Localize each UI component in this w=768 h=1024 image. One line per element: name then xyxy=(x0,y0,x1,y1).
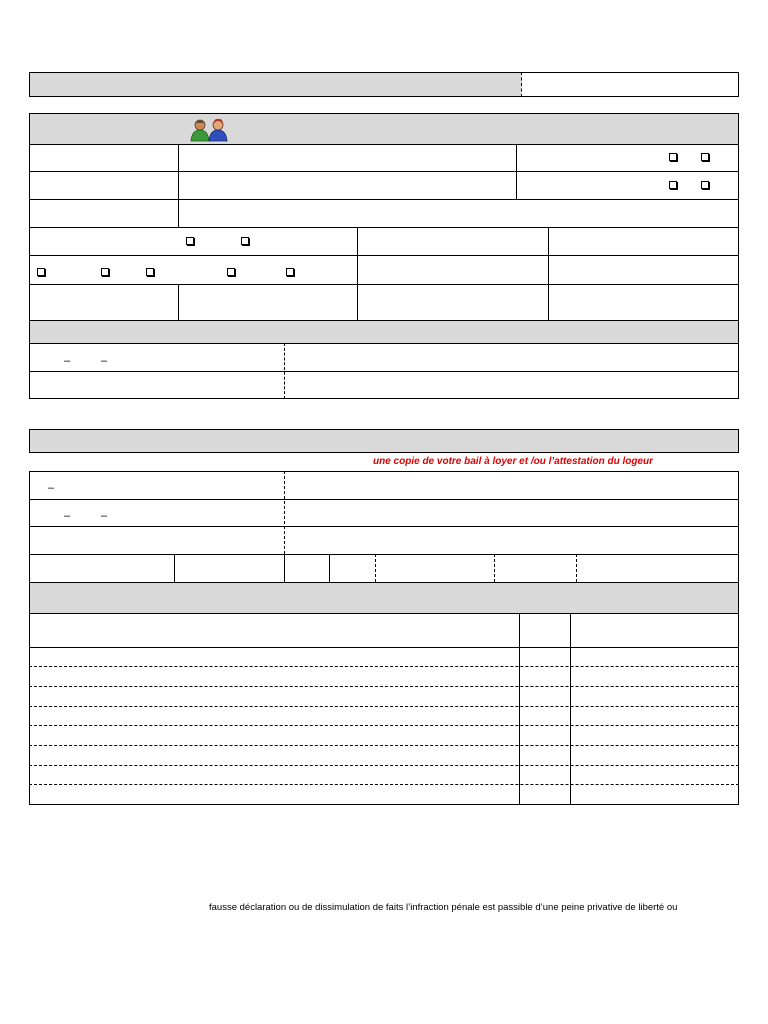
lodging-section xyxy=(29,471,739,805)
occupants-header xyxy=(30,583,738,613)
checkbox-icon[interactable] xyxy=(701,153,709,161)
date-separator: – xyxy=(64,510,71,522)
date-separator: – xyxy=(48,482,55,494)
checkbox-icon[interactable] xyxy=(241,237,249,245)
identity-section-header xyxy=(30,114,738,144)
declaration-footer-text: fausse déclaration ou de dissimulation de faits l’infraction pénale est passible d’une peine privative de liberté ou xyxy=(209,902,678,913)
checkbox-icon[interactable] xyxy=(669,181,677,189)
lodging-section-header xyxy=(29,429,739,453)
identity-subheader xyxy=(30,321,738,343)
checkbox-icon[interactable] xyxy=(286,268,294,276)
checkbox-icon[interactable] xyxy=(669,153,677,161)
date-separator: – xyxy=(101,510,108,522)
checkbox-icon[interactable] xyxy=(101,268,109,276)
checkbox-icon[interactable] xyxy=(146,268,154,276)
checkbox-icon[interactable] xyxy=(186,237,194,245)
identity-section xyxy=(29,113,739,399)
checkbox-icon[interactable] xyxy=(37,268,45,276)
date-separator: – xyxy=(101,355,108,367)
lease-copy-note: une copie de votre bail à loyer et /ou l’attestation du logeur xyxy=(373,456,654,467)
two-persons-icon xyxy=(190,116,232,142)
checkbox-icon[interactable] xyxy=(701,181,709,189)
checkbox-icon[interactable] xyxy=(227,268,235,276)
date-separator: – xyxy=(64,355,71,367)
top-header-field[interactable] xyxy=(522,73,738,96)
